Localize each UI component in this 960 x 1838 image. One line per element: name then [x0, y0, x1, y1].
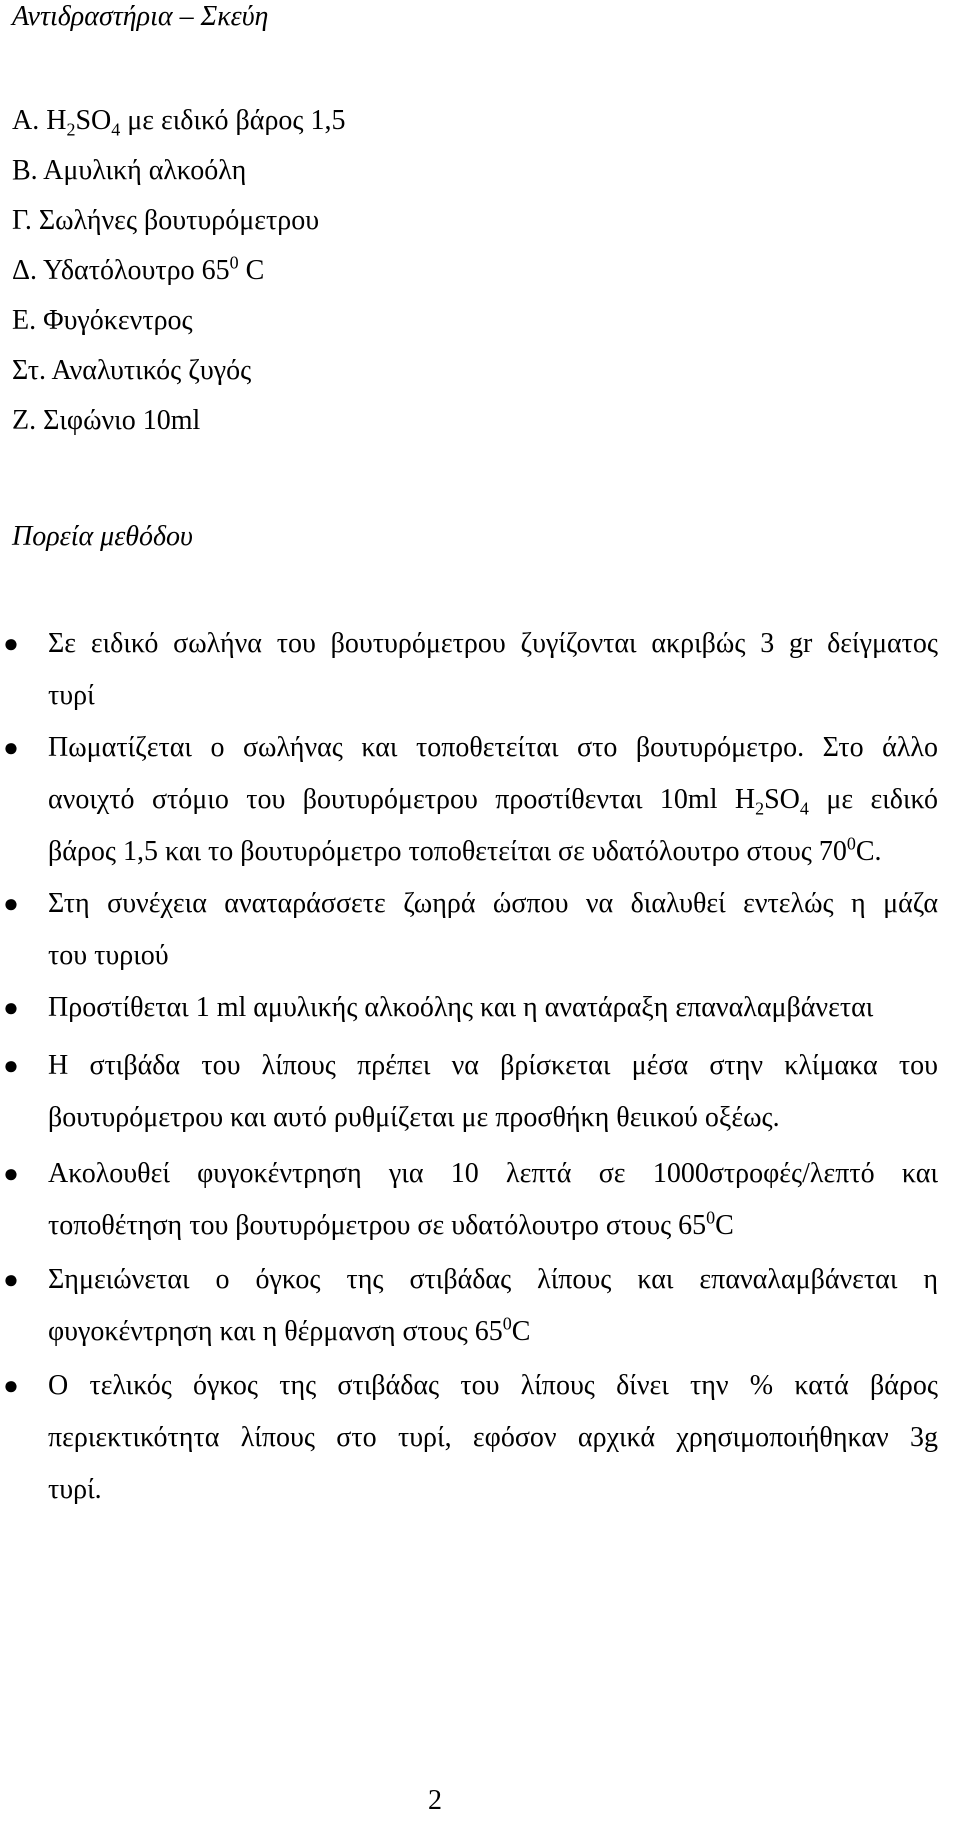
- step-2-line-3-end: C.: [855, 836, 882, 867]
- step-2-line-1: Πωματίζεται ο σωλήνας και τοποθετείται στο βουτυρόμετρο. Στο άλλο: [48, 732, 938, 763]
- step-2-line-2-sub2: 4: [799, 798, 809, 819]
- method-step-7: [48, 1254, 938, 1358]
- material-item-b: Β. Αμυλική αλκοόλη: [12, 155, 247, 186]
- method-step-5: [48, 1040, 938, 1144]
- material-a-sub2: 4: [111, 119, 121, 140]
- method-step-8: [48, 1360, 938, 1516]
- step-6-line-2: [48, 1200, 938, 1252]
- bullet-icon: ●: [3, 1159, 19, 1188]
- step-6-line-2-end: C: [715, 1210, 734, 1241]
- step-2-line-3-sup: 0: [846, 833, 856, 854]
- step-2-line-2-end: με ειδικό: [808, 784, 939, 815]
- bullet-icon: ●: [3, 1051, 19, 1080]
- method-step-6: [48, 1148, 938, 1252]
- method-step-3: [48, 878, 938, 982]
- material-item-st: Στ. Αναλυτικός ζυγός: [12, 355, 252, 386]
- step-7-line-2-end: C: [511, 1316, 531, 1347]
- method-step-4: [48, 982, 938, 1034]
- step-8-line-2: περιεκτικότητα λίπους στο τυρί, εφόσον αρχικά χρησιμοποιήθηκαν 3g: [48, 1422, 938, 1453]
- step-2-line-2-start: ανοιχτό στόμιο του βουτυρόμετρου προστίθενται 10ml H: [48, 784, 756, 815]
- bullet-icon: ●: [3, 1371, 19, 1400]
- step-2-line-2-mid: SO: [764, 784, 800, 815]
- material-item-e: Ε. Φυγόκεντρος: [12, 305, 193, 336]
- material-a-sub: 2: [66, 119, 76, 140]
- bullet-icon: ●: [3, 629, 19, 658]
- step-7-line-2-start: φυγοκέντρηση και η θέρμανση στους 65: [48, 1316, 503, 1347]
- step-4-line-1: Προστίθεται 1 ml αμυλικής αλκοόλης και η ανατάραξη επαναλαμβάνεται: [48, 992, 874, 1023]
- material-d-prefix: Δ. Υδατόλουτρο 65: [12, 255, 230, 286]
- step-2-line-2: [48, 774, 938, 826]
- method-step-1: [48, 618, 938, 722]
- step-7-line-1: Σημειώνεται ο όγκος της στιβάδας λίπους και επαναλαμβάνεται η: [48, 1264, 938, 1295]
- material-item-a: [12, 104, 346, 138]
- material-d-suffix: C: [238, 255, 265, 286]
- bullet-icon: ●: [3, 889, 19, 918]
- bullet-icon: ●: [3, 1265, 19, 1294]
- material-item-c: Γ. Σωλήνες βουτυρόμετρου: [12, 205, 320, 236]
- step-8-line-1: Ο τελικός όγκος της στιβάδας του λίπους δίνει την % κατά βάρος: [48, 1370, 938, 1401]
- material-item-z: Ζ. Σιφώνιο 10ml: [12, 405, 201, 436]
- materials-heading: Αντιδραστήρια – Σκεύη: [12, 1, 269, 32]
- step-1-line-2: τυρί: [48, 680, 95, 711]
- material-a-suffix: με ειδικό βάρος 1,5: [120, 105, 346, 136]
- step-2-line-2-sub: 2: [755, 798, 765, 819]
- step-2-line-3-start: βάρος 1,5 και το βουτυρόμετρο τοποθετείται σε υδατόλουτρο στους 70: [48, 836, 847, 867]
- bullet-icon: ●: [3, 993, 19, 1022]
- method-step-2: [48, 722, 938, 878]
- step-7-line-2-sup: 0: [502, 1313, 512, 1334]
- step-2-line-3: [48, 826, 938, 878]
- method-heading: Πορεία μεθόδου: [12, 521, 193, 552]
- step-5-line-1: Η στιβάδα του λίπους πρέπει να βρίσκεται μέσα στην κλίμακα του: [48, 1050, 938, 1081]
- step-7-line-2: [48, 1306, 938, 1358]
- step-6-line-2-sup: 0: [706, 1207, 716, 1228]
- material-a-mid: SO: [75, 105, 112, 136]
- material-d-sup: 0: [229, 252, 239, 273]
- bullet-icon: ●: [3, 733, 19, 762]
- step-5-line-2: βουτυρόμετρου και αυτό ρυθμίζεται με προσθήκη θειικού οξέως.: [48, 1102, 780, 1133]
- material-item-d: [12, 254, 264, 288]
- step-6-line-1: Ακολουθεί φυγοκέντρηση για 10 λεπτά σε 1000στροφές/λεπτό και: [48, 1158, 938, 1189]
- page-number: 2: [428, 1785, 442, 1816]
- step-3-line-1: Στη συνέχεια αναταράσσετε ζωηρά ώσπου να διαλυθεί εντελώς η μάζα: [48, 888, 938, 919]
- step-8-line-3: τυρί.: [48, 1474, 102, 1505]
- step-3-line-2: του τυριού: [48, 940, 169, 971]
- material-a-prefix: Α. H: [12, 105, 67, 136]
- step-1-line-1: Σε ειδικό σωλήνα του βουτυρόμετρου ζυγίζονται ακριβώς 3 gr δείγματος: [48, 628, 938, 659]
- step-6-line-2-start: τοποθέτηση του βουτυρόμετρου σε υδατόλουτρο στους 65: [48, 1210, 707, 1241]
